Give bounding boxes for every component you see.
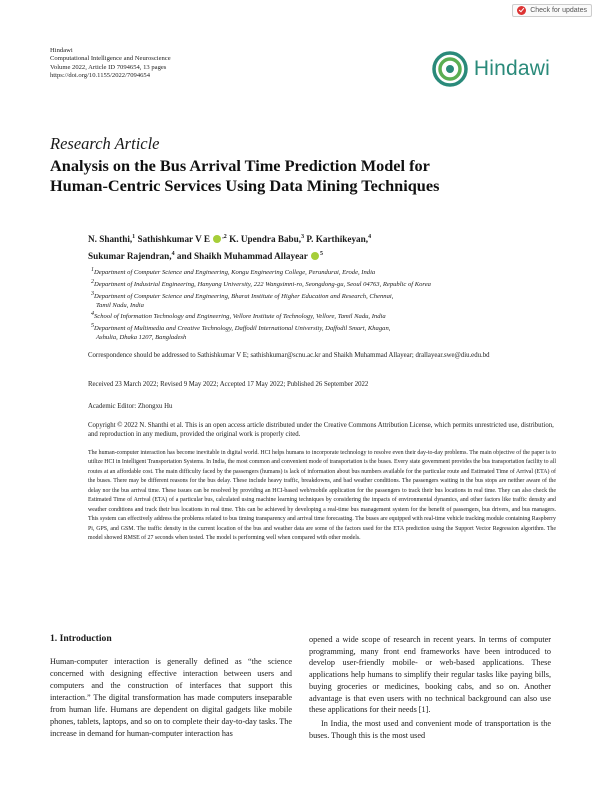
academic-editor: Academic Editor: Zhongxu Hu bbox=[88, 403, 173, 410]
author-list bbox=[88, 230, 558, 264]
author-name: K. Upendra Babu, bbox=[226, 234, 302, 245]
affiliation-item: $^5$Department of Multimedia and Creative Technology, Daffodil International University, Daffodil Smart, Khagan, bbox=[91, 323, 391, 333]
paper-title bbox=[50, 156, 550, 196]
article-type: Research Article bbox=[50, 134, 160, 153]
paragraph: opened a wide scope of research in recent years. In terms of computer programming, many front end frameworks have been introduced to develop user-friendly mobile- or web-based applications. These applications help humans to simplify their regular tasks like paying bills, buying groceries or medicines, booking cabs, and so on. Another advantage is that even users with no technical background can also use these applications for their needs [1]. bbox=[309, 635, 551, 715]
section-heading: 1. Introduction bbox=[50, 633, 112, 644]
abstract: The human-computer interaction has become inevitable in digital world. HCI helps humans to incorporate technology to resolve even their day-to-day problems. The main objective of the paper is to utilize HCI in Intelligent Transportation Systems. In India, the most common and convenient mode of transportation is the buses. Every state government provides the bus transportation facility to all routes at an affordable cost. The main difficulty faced by the passengers (humans) is lack of information about bus numbers available for the particular route and Estimated Time of Arrival (ETA) of the buses. There may be different reasons for the bus delay. These include heavy traffic, breakdowns, and bad weather conditions. The passengers waiting in the bus stops are neither aware of the delay nor the bus arrival time. These issues can be resolved by providing an HCI-based web/mobile application for the passengers to track their bus locations in real time. They can also check the Estimated Time of Arrival (ETA) of a particular bus, calculated using machine learning techniques by considering the impacts of environmental dynamics, and other factors like traffic density and weather conditions and track their bus locations in real time. This can be achieved by developing a real-time bus management system for the benefit of passengers, bus drivers, and bus managers. This system can effectively address the problems related to bus timing transparency and arrival time forecasting. The buses are equipped with real-time vehicle tracking module containing Raspberry Pi, GPS, and GSM. The traffic density in the current location of the bus and weather data are some of the factors used for the ETA prediction using the Support Vector Regression algorithm. The model showed RMSE of 27 seconds when tested. The model is performing well when compared with other models. bbox=[88, 450, 556, 542]
author-name: N. Shanthi, bbox=[88, 234, 133, 245]
volume-info: Volume 2022, Article ID 7094654, 13 pages bbox=[50, 63, 167, 71]
affiliation-item: $^4$School of Information Technology and Engineering, Vellore Institute of Technology, Vellore, Tamil Nadu, India bbox=[91, 311, 386, 321]
orcid-icon[interactable] bbox=[213, 235, 221, 243]
doi-link[interactable]: https://doi.org/10.1155/2022/7094654 bbox=[50, 72, 151, 80]
journal-name: Computational Intelligence and Neuroscience bbox=[50, 55, 171, 63]
affiliation-item: $^3$Department of Computer Science and Engineering, Bharat Institute of Higher Education and Research, Chennai, bbox=[91, 290, 394, 300]
hindawi-logo bbox=[431, 50, 550, 88]
publisher-name: Hindawi bbox=[50, 47, 73, 54]
check-for-updates-button[interactable] bbox=[512, 4, 592, 17]
affiliations bbox=[88, 266, 558, 343]
author-name: Sukumar Rajendran, bbox=[88, 251, 172, 262]
check-updates-label: Check for updates bbox=[530, 7, 587, 14]
received-dates: Received 23 March 2022; Revised 9 May 2022; Accepted 17 May 2022; Published 26 September 2022 bbox=[88, 381, 369, 388]
author-name: and Shaikh Muhammad Allayear bbox=[174, 251, 308, 262]
affiliation-item-continued: Tamil Nadu, India bbox=[96, 301, 144, 309]
paragraph: In India, the most used and convenient mode of transportation is the buses. Though this is the most used bbox=[309, 718, 551, 740]
affiliation-item-continued: Ashulia, Dhaka 1207, Bangladesh bbox=[96, 334, 187, 342]
author-name: Sathishkumar V E bbox=[135, 234, 210, 245]
orcid-icon[interactable] bbox=[311, 252, 319, 260]
body-column-right bbox=[309, 634, 551, 741]
author-name: P. Karthikeyan, bbox=[304, 234, 369, 245]
check-updates-icon bbox=[517, 6, 526, 15]
correspondence: Correspondence should be addressed to Sathishkumar V E; sathishkumar@scnu.ac.kr and Shaikh Muhammad Allayear; drallayear.swe@diu.edu.bd bbox=[88, 352, 490, 359]
journal-info bbox=[50, 47, 171, 81]
author-line-1: N. Shanthi,$^1$ Sathishkumar V E $^{,2}$ K. Upendra Babu,$^3$ P. Karthikeyan,$^4$ bbox=[88, 234, 372, 245]
logo-text: Hindawi bbox=[473, 57, 550, 80]
affiliation-item: $^1$Department of Computer Science and Engineering, Kongu Engineering College, Perundurai, Erode, India bbox=[91, 267, 376, 277]
author-line-2: Sukumar Rajendran,$^4$ and Shaikh Muhammad Allayear $^5$ bbox=[88, 251, 323, 262]
affiliation-item: $^2$Department of Industrial Engineering, Hanyang University, 222 Wangsimni-ro, Seongdong-gu, Seoul 04763, Republic of Korea bbox=[91, 278, 431, 289]
hindawi-logo-icon bbox=[431, 50, 469, 88]
copyright-notice: Copyright © 2022 N. Shanthi et al. This is an open access article distributed under the Creative Commons Attribution License, which permits unrestricted use, distribution, and reproduction in any medium, provided the original work is properly cited. bbox=[88, 422, 554, 439]
title-line-2: Human-Centric Services Using Data Mining Techniques bbox=[50, 176, 440, 195]
body-column-left: Human-computer interaction is generally defined as “the science concerned with designing effective interaction between users and computers and the construction of interfaces that support this interaction.” The digital transformation has made computers inseparable from human life. Humans are dependent on digital gadgets like mobile phones, tablets, laptops, and so on to complete their day-to-day tasks. The increase in demand for human-computer interaction has bbox=[50, 657, 293, 738]
title-line-1: Analysis on the Bus Arrival Time Prediction Model for bbox=[50, 156, 430, 175]
